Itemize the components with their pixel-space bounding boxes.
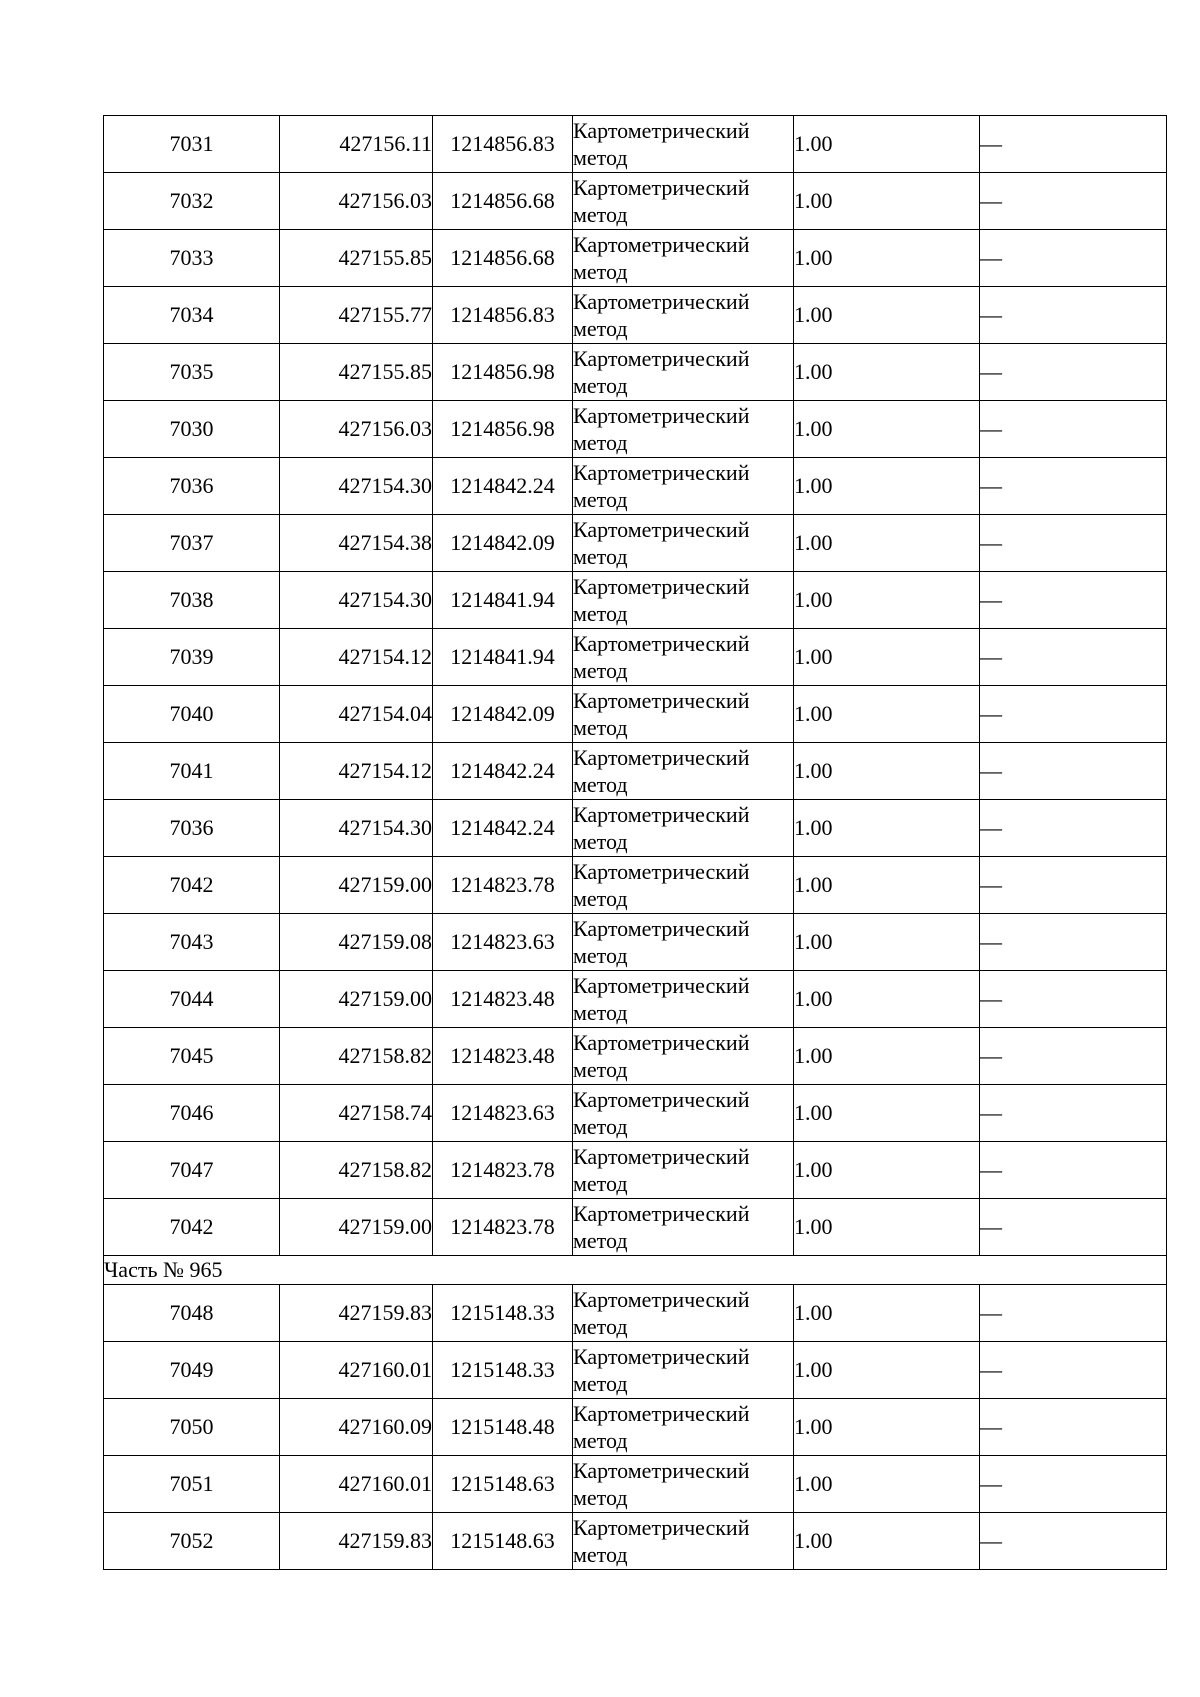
point-number-cell: 7048 <box>104 1285 280 1342</box>
table-row <box>104 230 1167 287</box>
y-coordinate-cell: 1215148.63 <box>433 1456 573 1513</box>
x-coordinate-cell: 427155.77 <box>280 287 433 344</box>
accuracy-cell: 1.00 <box>794 515 980 572</box>
method-line-1: Картометрический <box>573 289 750 314</box>
x-coordinate-cell: 427160.01 <box>280 1456 433 1513</box>
y-coordinate-cell: 1214823.48 <box>433 1028 573 1085</box>
method-line-1: Картометрический <box>573 916 750 941</box>
method-line-2: метод <box>573 202 628 227</box>
method-line-2: метод <box>573 1428 628 1453</box>
description-cell: — <box>980 1456 1167 1513</box>
table-row <box>104 401 1167 458</box>
point-number-cell: 7034 <box>104 287 280 344</box>
method-line-1: Картометрический <box>573 1087 750 1112</box>
accuracy-cell: 1.00 <box>794 971 980 1028</box>
x-coordinate-cell: 427155.85 <box>280 230 433 287</box>
method-line-1: Картометрический <box>573 1030 750 1055</box>
coordinates-table-body <box>104 116 1167 1570</box>
point-number-cell: 7042 <box>104 1199 280 1256</box>
accuracy-cell: 1.00 <box>794 1085 980 1142</box>
description-cell: — <box>980 1199 1167 1256</box>
table-row <box>104 1199 1167 1256</box>
method-cell <box>573 1399 794 1456</box>
description-cell: — <box>980 743 1167 800</box>
accuracy-cell: 1.00 <box>794 230 980 287</box>
accuracy-cell: 1.00 <box>794 800 980 857</box>
accuracy-cell: 1.00 <box>794 1142 980 1199</box>
x-coordinate-cell: 427156.03 <box>280 401 433 458</box>
section-header-row <box>104 1256 1167 1285</box>
method-line-1: Картометрический <box>573 973 750 998</box>
y-coordinate-cell: 1214856.83 <box>433 116 573 173</box>
point-number-cell: 7036 <box>104 800 280 857</box>
point-number-cell: 7040 <box>104 686 280 743</box>
method-line-1: Картометрический <box>573 688 750 713</box>
table-row <box>104 1085 1167 1142</box>
method-line-1: Картометрический <box>573 346 750 371</box>
accuracy-cell: 1.00 <box>794 1513 980 1570</box>
table-row <box>104 857 1167 914</box>
method-line-2: метод <box>573 145 628 170</box>
description-cell: — <box>980 287 1167 344</box>
x-coordinate-cell: 427154.12 <box>280 629 433 686</box>
accuracy-cell: 1.00 <box>794 1399 980 1456</box>
point-number-cell: 7035 <box>104 344 280 401</box>
y-coordinate-cell: 1214842.09 <box>433 686 573 743</box>
x-coordinate-cell: 427159.00 <box>280 857 433 914</box>
x-coordinate-cell: 427155.85 <box>280 344 433 401</box>
method-cell <box>573 401 794 458</box>
method-line-1: Картометрический <box>573 460 750 485</box>
method-cell <box>573 1285 794 1342</box>
point-number-cell: 7052 <box>104 1513 280 1570</box>
method-cell <box>573 914 794 971</box>
accuracy-cell: 1.00 <box>794 1285 980 1342</box>
x-coordinate-cell: 427160.01 <box>280 1342 433 1399</box>
method-cell <box>573 572 794 629</box>
table-row <box>104 173 1167 230</box>
coordinates-table <box>103 115 1167 1570</box>
x-coordinate-cell: 427154.30 <box>280 800 433 857</box>
method-line-2: метод <box>573 1542 628 1567</box>
method-cell <box>573 1456 794 1513</box>
method-cell <box>573 458 794 515</box>
method-line-1: Картометрический <box>573 175 750 200</box>
x-coordinate-cell: 427159.00 <box>280 971 433 1028</box>
method-cell <box>573 173 794 230</box>
x-coordinate-cell: 427154.04 <box>280 686 433 743</box>
point-number-cell: 7036 <box>104 458 280 515</box>
description-cell: — <box>980 116 1167 173</box>
point-number-cell: 7030 <box>104 401 280 458</box>
point-number-cell: 7037 <box>104 515 280 572</box>
table-row <box>104 572 1167 629</box>
method-line-2: метод <box>573 886 628 911</box>
description-cell: — <box>980 572 1167 629</box>
y-coordinate-cell: 1214823.63 <box>433 914 573 971</box>
method-line-2: метод <box>573 1228 628 1253</box>
accuracy-cell: 1.00 <box>794 1456 980 1513</box>
y-coordinate-cell: 1214842.24 <box>433 743 573 800</box>
table-row <box>104 800 1167 857</box>
description-cell: — <box>980 629 1167 686</box>
method-cell <box>573 116 794 173</box>
method-cell <box>573 743 794 800</box>
accuracy-cell: 1.00 <box>794 287 980 344</box>
y-coordinate-cell: 1214842.24 <box>433 800 573 857</box>
x-coordinate-cell: 427160.09 <box>280 1399 433 1456</box>
method-line-2: метод <box>573 829 628 854</box>
table-row <box>104 1142 1167 1199</box>
description-cell: — <box>980 344 1167 401</box>
x-coordinate-cell: 427154.30 <box>280 458 433 515</box>
x-coordinate-cell: 427154.12 <box>280 743 433 800</box>
table-row <box>104 287 1167 344</box>
table-row <box>104 344 1167 401</box>
method-line-1: Картометрический <box>573 1201 750 1226</box>
description-cell: — <box>980 173 1167 230</box>
point-number-cell: 7043 <box>104 914 280 971</box>
y-coordinate-cell: 1214856.98 <box>433 401 573 458</box>
accuracy-cell: 1.00 <box>794 572 980 629</box>
description-cell: — <box>980 1342 1167 1399</box>
point-number-cell: 7047 <box>104 1142 280 1199</box>
method-line-1: Картометрический <box>573 1458 750 1483</box>
method-line-2: метод <box>573 772 628 797</box>
y-coordinate-cell: 1214856.68 <box>433 173 573 230</box>
method-line-1: Картометрический <box>573 1287 750 1312</box>
table-row <box>104 1513 1167 1570</box>
point-number-cell: 7051 <box>104 1456 280 1513</box>
description-cell: — <box>980 914 1167 971</box>
method-cell <box>573 344 794 401</box>
section-title: Часть № 965 <box>104 1256 1167 1285</box>
method-line-1: Картометрический <box>573 517 750 542</box>
method-line-2: метод <box>573 1057 628 1082</box>
method-cell <box>573 971 794 1028</box>
y-coordinate-cell: 1214823.78 <box>433 857 573 914</box>
y-coordinate-cell: 1214823.48 <box>433 971 573 1028</box>
y-coordinate-cell: 1214823.63 <box>433 1085 573 1142</box>
description-cell: — <box>980 1285 1167 1342</box>
method-cell <box>573 230 794 287</box>
description-cell: — <box>980 800 1167 857</box>
y-coordinate-cell: 1215148.33 <box>433 1285 573 1342</box>
method-line-2: метод <box>573 316 628 341</box>
method-line-2: метод <box>573 1314 628 1339</box>
y-coordinate-cell: 1214842.09 <box>433 515 573 572</box>
x-coordinate-cell: 427156.11 <box>280 116 433 173</box>
table-row <box>104 458 1167 515</box>
table-row <box>104 1028 1167 1085</box>
method-line-1: Картометрический <box>573 859 750 884</box>
point-number-cell: 7031 <box>104 116 280 173</box>
point-number-cell: 7044 <box>104 971 280 1028</box>
method-line-2: метод <box>573 1371 628 1396</box>
point-number-cell: 7039 <box>104 629 280 686</box>
y-coordinate-cell: 1214823.78 <box>433 1142 573 1199</box>
method-line-1: Картометрический <box>573 118 750 143</box>
accuracy-cell: 1.00 <box>794 857 980 914</box>
y-coordinate-cell: 1215148.63 <box>433 1513 573 1570</box>
method-line-1: Картометрический <box>573 232 750 257</box>
x-coordinate-cell: 427158.82 <box>280 1028 433 1085</box>
accuracy-cell: 1.00 <box>794 116 980 173</box>
table-row <box>104 1342 1167 1399</box>
accuracy-cell: 1.00 <box>794 743 980 800</box>
method-cell <box>573 287 794 344</box>
method-line-1: Картометрический <box>573 1515 750 1540</box>
method-line-2: метод <box>573 487 628 512</box>
x-coordinate-cell: 427154.30 <box>280 572 433 629</box>
method-cell <box>573 857 794 914</box>
accuracy-cell: 1.00 <box>794 1028 980 1085</box>
y-coordinate-cell: 1214856.83 <box>433 287 573 344</box>
description-cell: — <box>980 1085 1167 1142</box>
description-cell: — <box>980 1028 1167 1085</box>
y-coordinate-cell: 1214841.94 <box>433 572 573 629</box>
method-line-2: метод <box>573 601 628 626</box>
x-coordinate-cell: 427159.83 <box>280 1285 433 1342</box>
description-cell: — <box>980 515 1167 572</box>
point-number-cell: 7042 <box>104 857 280 914</box>
method-line-1: Картометрический <box>573 403 750 428</box>
table-row <box>104 515 1167 572</box>
y-coordinate-cell: 1214823.78 <box>433 1199 573 1256</box>
x-coordinate-cell: 427158.82 <box>280 1142 433 1199</box>
point-number-cell: 7041 <box>104 743 280 800</box>
table-row <box>104 914 1167 971</box>
description-cell: — <box>980 230 1167 287</box>
description-cell: — <box>980 1399 1167 1456</box>
point-number-cell: 7038 <box>104 572 280 629</box>
accuracy-cell: 1.00 <box>794 1342 980 1399</box>
point-number-cell: 7033 <box>104 230 280 287</box>
y-coordinate-cell: 1215148.48 <box>433 1399 573 1456</box>
accuracy-cell: 1.00 <box>794 344 980 401</box>
method-line-1: Картометрический <box>573 1401 750 1426</box>
x-coordinate-cell: 427158.74 <box>280 1085 433 1142</box>
method-line-2: метод <box>573 1171 628 1196</box>
accuracy-cell: 1.00 <box>794 629 980 686</box>
method-cell <box>573 1513 794 1570</box>
method-line-1: Картометрический <box>573 574 750 599</box>
x-coordinate-cell: 427159.08 <box>280 914 433 971</box>
method-line-2: метод <box>573 544 628 569</box>
table-row <box>104 686 1167 743</box>
point-number-cell: 7049 <box>104 1342 280 1399</box>
x-coordinate-cell: 427159.83 <box>280 1513 433 1570</box>
x-coordinate-cell: 427156.03 <box>280 173 433 230</box>
method-cell <box>573 1085 794 1142</box>
accuracy-cell: 1.00 <box>794 401 980 458</box>
method-cell <box>573 515 794 572</box>
x-coordinate-cell: 427154.38 <box>280 515 433 572</box>
method-cell <box>573 1028 794 1085</box>
accuracy-cell: 1.00 <box>794 458 980 515</box>
method-cell <box>573 686 794 743</box>
method-line-1: Картометрический <box>573 631 750 656</box>
method-line-2: метод <box>573 943 628 968</box>
accuracy-cell: 1.00 <box>794 686 980 743</box>
method-line-1: Картометрический <box>573 745 750 770</box>
table-row <box>104 971 1167 1028</box>
method-line-2: метод <box>573 1485 628 1510</box>
method-line-2: метод <box>573 658 628 683</box>
x-coordinate-cell: 427159.00 <box>280 1199 433 1256</box>
method-line-1: Картометрический <box>573 1144 750 1169</box>
description-cell: — <box>980 401 1167 458</box>
method-cell <box>573 1342 794 1399</box>
method-line-2: метод <box>573 259 628 284</box>
y-coordinate-cell: 1214856.68 <box>433 230 573 287</box>
description-cell: — <box>980 1513 1167 1570</box>
y-coordinate-cell: 1214841.94 <box>433 629 573 686</box>
method-line-2: метод <box>573 430 628 455</box>
table-row <box>104 1399 1167 1456</box>
description-cell: — <box>980 857 1167 914</box>
table-row <box>104 629 1167 686</box>
table-row <box>104 743 1167 800</box>
method-line-1: Картометрический <box>573 1344 750 1369</box>
accuracy-cell: 1.00 <box>794 173 980 230</box>
accuracy-cell: 1.00 <box>794 914 980 971</box>
method-cell <box>573 800 794 857</box>
table-row <box>104 1456 1167 1513</box>
y-coordinate-cell: 1214856.98 <box>433 344 573 401</box>
description-cell: — <box>980 458 1167 515</box>
point-number-cell: 7046 <box>104 1085 280 1142</box>
method-line-2: метод <box>573 1000 628 1025</box>
point-number-cell: 7050 <box>104 1399 280 1456</box>
y-coordinate-cell: 1215148.33 <box>433 1342 573 1399</box>
description-cell: — <box>980 971 1167 1028</box>
method-line-1: Картометрический <box>573 802 750 827</box>
method-cell <box>573 629 794 686</box>
method-line-2: метод <box>573 1114 628 1139</box>
description-cell: — <box>980 1142 1167 1199</box>
method-cell <box>573 1199 794 1256</box>
point-number-cell: 7045 <box>104 1028 280 1085</box>
table-row <box>104 116 1167 173</box>
description-cell: — <box>980 686 1167 743</box>
method-cell <box>573 1142 794 1199</box>
point-number-cell: 7032 <box>104 173 280 230</box>
table-row <box>104 1285 1167 1342</box>
accuracy-cell: 1.00 <box>794 1199 980 1256</box>
method-line-2: метод <box>573 373 628 398</box>
method-line-2: метод <box>573 715 628 740</box>
y-coordinate-cell: 1214842.24 <box>433 458 573 515</box>
